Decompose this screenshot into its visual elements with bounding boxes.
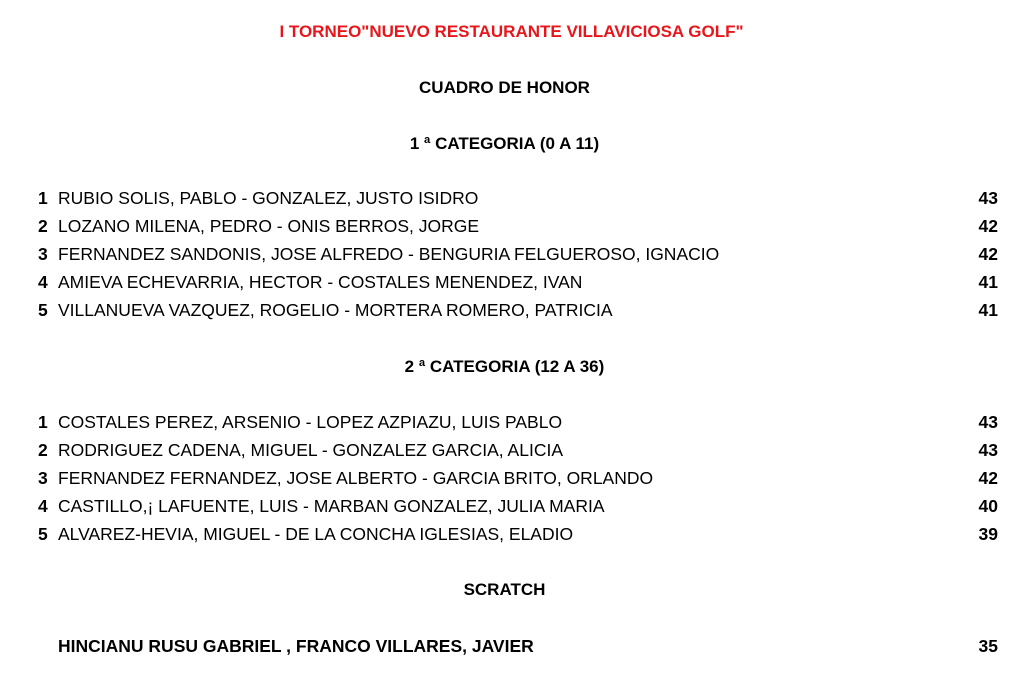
player-names: FERNANDEZ FERNANDEZ, JOSE ALBERTO - GARCIA BRITO, ORLANDO — [58, 468, 654, 488]
player-names: AMIEVA ECHEVARRIA, HECTOR - COSTALES MENENDEZ, IVAN — [58, 272, 583, 292]
tournament-title: I TORNEO"NUEVO RESTAURANTE VILLAVICIOSA GOLF" — [279, 22, 744, 41]
position-number: 1 — [38, 188, 48, 208]
honor-board-heading: CUADRO DE HONOR — [419, 78, 590, 97]
position-number: 4 — [38, 496, 48, 516]
result-row — [38, 438, 998, 462]
score: 35 — [978, 636, 998, 656]
result-row — [38, 466, 998, 490]
result-row — [38, 186, 998, 210]
score: 42 — [978, 244, 998, 264]
score: 41 — [978, 300, 998, 320]
position-number: 3 — [38, 468, 48, 488]
result-row — [38, 214, 998, 238]
score: 43 — [978, 188, 998, 208]
player-names: COSTALES PEREZ, ARSENIO - LOPEZ AZPIAZU, LUIS PABLO — [58, 412, 563, 432]
result-row — [38, 270, 998, 294]
result-row — [38, 494, 998, 518]
position-number: 3 — [38, 244, 48, 264]
score: 43 — [978, 412, 998, 432]
position-number: 5 — [38, 300, 48, 320]
player-names: HINCIANU RUSU GABRIEL , FRANCO VILLARES, JAVIER — [58, 636, 534, 656]
score: 43 — [978, 440, 998, 460]
player-names: VILLANUEVA VAZQUEZ, ROGELIO - MORTERA ROMERO, PATRICIA — [58, 300, 613, 320]
score: 42 — [978, 216, 998, 236]
position-number: 1 — [38, 412, 48, 432]
result-row — [38, 298, 998, 322]
player-names: RODRIGUEZ CADENA, MIGUEL - GONZALEZ GARCIA, ALICIA — [58, 440, 563, 460]
position-number: 2 — [38, 216, 48, 236]
score: 41 — [978, 272, 998, 292]
result-row — [38, 522, 998, 546]
result-row — [38, 242, 998, 266]
player-names: LOZANO MILENA, PEDRO - ONIS BERROS, JORGE — [58, 216, 480, 236]
score: 39 — [978, 524, 998, 544]
position-number: 2 — [38, 440, 48, 460]
player-names: ALVAREZ-HEVIA, MIGUEL - DE LA CONCHA IGLESIAS, ELADIO — [58, 524, 574, 544]
category-2-heading: 2 ª CATEGORIA (12 A 36) — [404, 357, 605, 376]
category-1-heading: 1 ª CATEGORIA (0 A 11) — [409, 134, 600, 153]
score: 42 — [978, 468, 998, 488]
scratch-result-row — [38, 634, 998, 658]
player-names: FERNANDEZ SANDONIS, JOSE ALFREDO - BENGURIA FELGUEROSO, IGNACIO — [58, 244, 720, 264]
result-row — [38, 410, 998, 434]
position-number: 5 — [38, 524, 48, 544]
position-number: 4 — [38, 272, 48, 292]
scratch-heading: SCRATCH — [463, 580, 546, 599]
player-names: CASTILLO,¡ LAFUENTE, LUIS - MARBAN GONZALEZ, JULIA MARIA — [58, 496, 605, 516]
score: 40 — [978, 496, 998, 516]
player-names: RUBIO SOLIS, PABLO - GONZALEZ, JUSTO ISIDRO — [58, 188, 479, 208]
